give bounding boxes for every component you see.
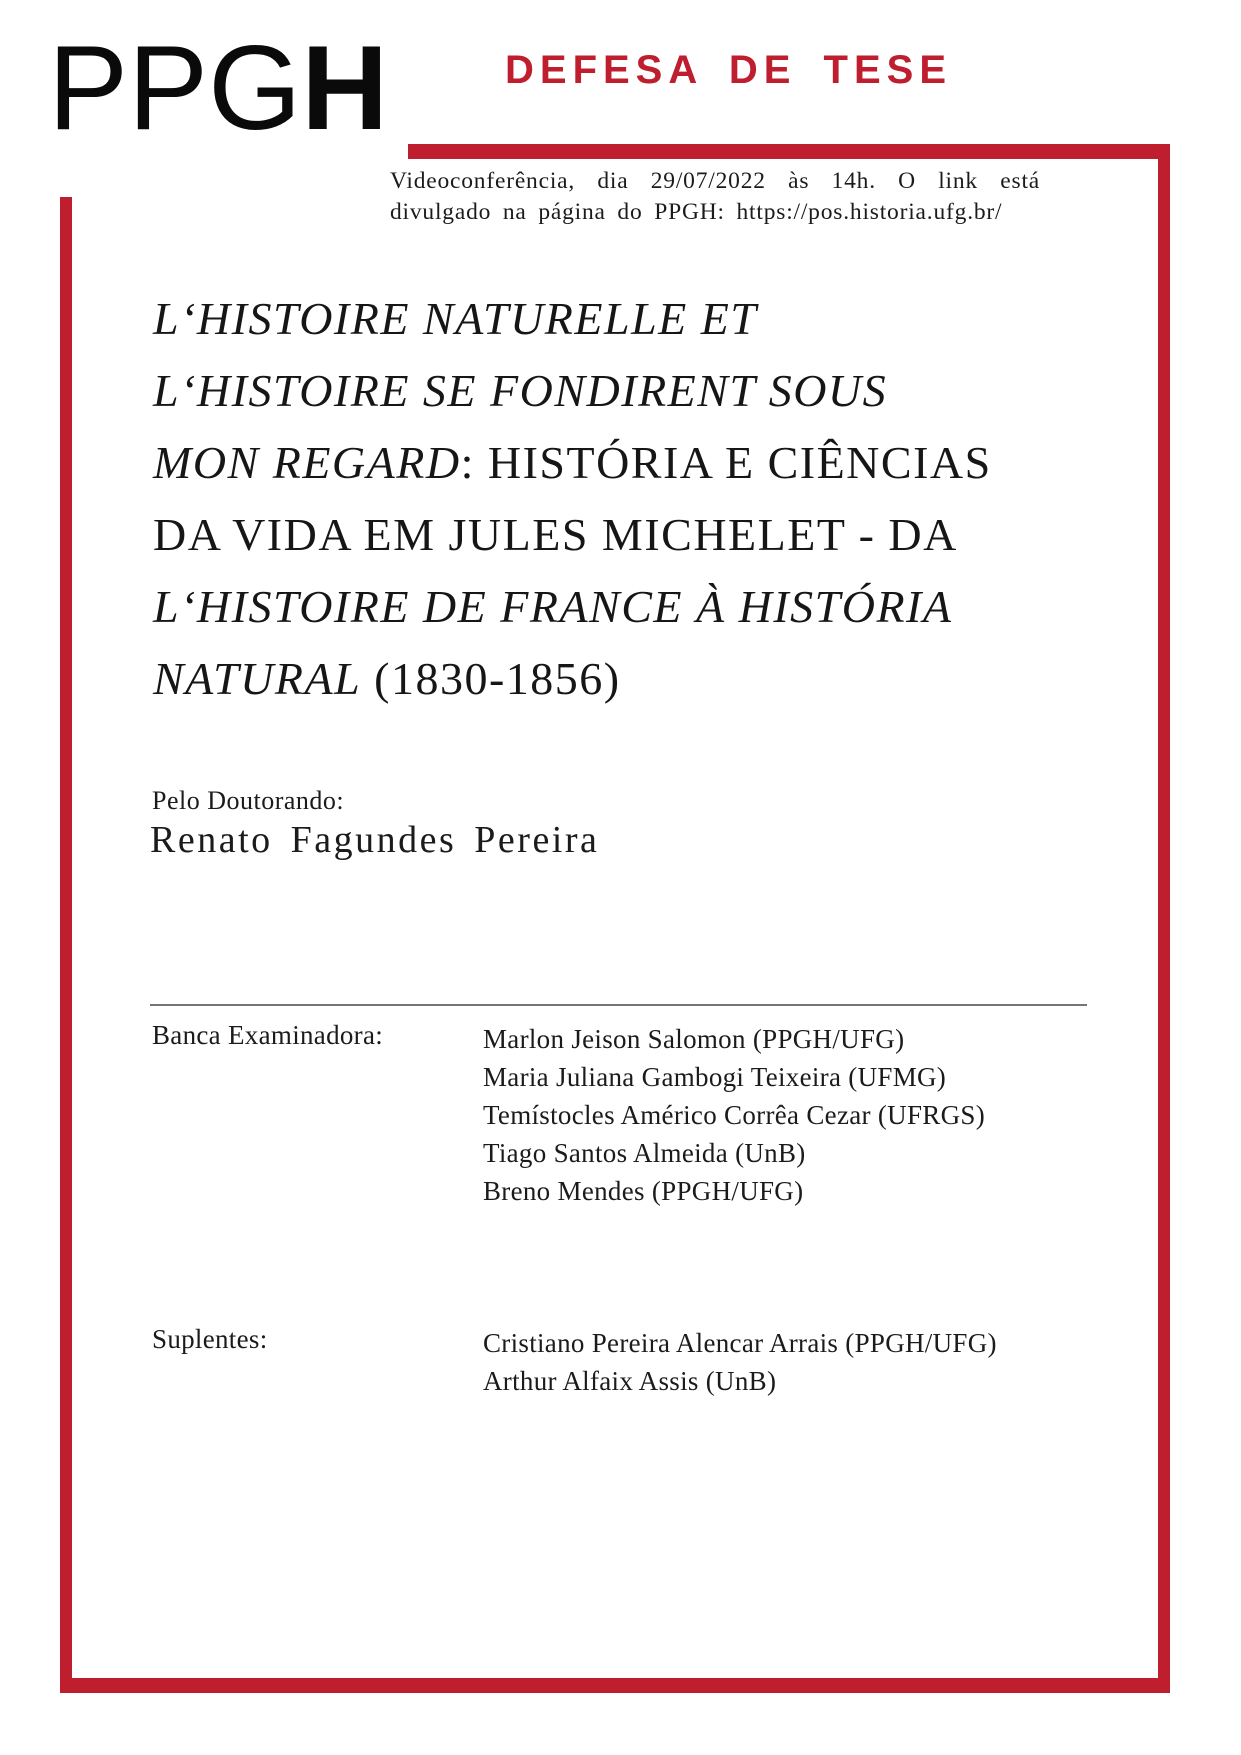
- top-red-bar: [408, 144, 1170, 159]
- committee-member: Maria Juliana Gambogi Teixeira (UFMG): [483, 1062, 947, 1092]
- thesis-title-line: [153, 283, 1153, 355]
- title-segment: L‘HISTOIRE SE FONDIRENT SOUS: [153, 365, 888, 416]
- left-red-bar: [60, 197, 72, 1693]
- title-segment: : HISTÓRIA E CIÊNCIAS: [460, 437, 992, 488]
- divider-line: [150, 1004, 1087, 1006]
- substitutes-list: [483, 1324, 997, 1400]
- committee-member: Tiago Santos Almeida (UnB): [483, 1138, 806, 1168]
- committee-list: [483, 1020, 985, 1210]
- title-segment: L‘HISTOIRE DE FRANCE À HISTÓRIA: [153, 581, 953, 632]
- event-info-line: divulgado na página do PPGH: https://pos.historia.ufg.br/: [390, 199, 1003, 226]
- ppgh-logo-light-letters: PPG: [48, 21, 302, 155]
- title-segment: DA VIDA EM JULES MICHELET - DA: [153, 509, 958, 560]
- committee-member: Marlon Jeison Salomon (PPGH/UFG): [483, 1024, 905, 1054]
- thesis-title: [153, 283, 1153, 715]
- thesis-title-line: [153, 427, 1153, 499]
- thesis-title-line: [153, 643, 1153, 715]
- ppgh-logo-heavy-letter: H: [301, 21, 389, 155]
- thesis-title-line: [153, 571, 1153, 643]
- thesis-title-line: [153, 499, 1153, 571]
- title-segment: NATURAL: [153, 653, 362, 704]
- event-info-line: Videoconferência, dia 29/07/2022 às 14h. O link está: [390, 168, 1040, 194]
- event-info: [390, 166, 1040, 229]
- candidate-label: Pelo Doutorando:: [152, 786, 345, 815]
- substitute-member: Arthur Alfaix Assis (UnB): [483, 1366, 777, 1396]
- thesis-title-line: [153, 355, 1153, 427]
- ppgh-logo: [48, 21, 389, 155]
- committee-member: Temístocles Américo Corrêa Cezar (UFRGS): [483, 1100, 985, 1130]
- title-segment: L‘HISTOIRE NATURELLE ET: [153, 293, 758, 344]
- banner-title: DEFESA DE TESE: [505, 48, 953, 92]
- substitute-member: Cristiano Pereira Alencar Arrais (PPGH/UFG): [483, 1328, 997, 1358]
- title-segment: MON REGARD: [153, 437, 461, 488]
- candidate-name: Renato Fagundes Pereira: [150, 819, 600, 861]
- bottom-red-bar: [60, 1678, 1170, 1693]
- right-red-bar: [1158, 144, 1170, 1693]
- substitutes-label: Suplentes:: [152, 1324, 268, 1354]
- committee-label: Banca Examinadora:: [152, 1020, 384, 1050]
- committee-member: Breno Mendes (PPGH/UFG): [483, 1176, 804, 1206]
- title-segment: (1830-1856): [361, 653, 621, 704]
